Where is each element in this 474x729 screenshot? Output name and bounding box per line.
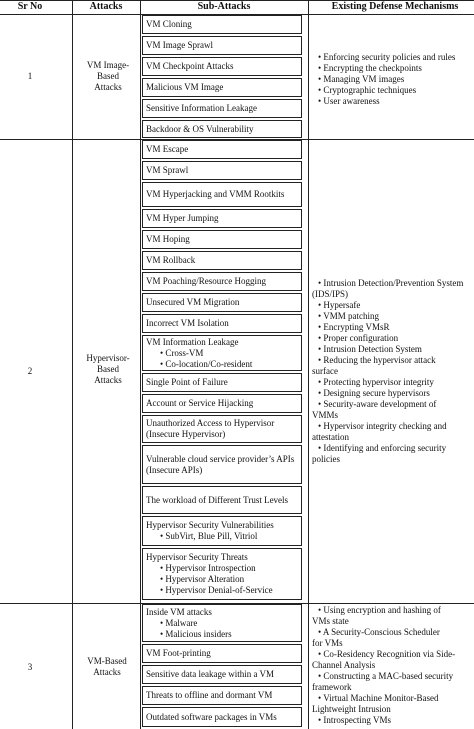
- sub-attack-label: VM Cloning: [146, 19, 192, 29]
- sub-attack-label: Sensitive Information Leakage: [146, 103, 257, 113]
- sub-attack-cell: [146, 182, 296, 207]
- sub-attack-bullet-text: Hypervisor Alteration: [165, 574, 245, 584]
- sub-attack-cell: [146, 707, 296, 727]
- group-2-attack: Hypervisor-Based Attacks: [86, 353, 130, 385]
- sub-attack-label: Unauthorized Access to Hypervisor (Insecure Hypervisor): [146, 418, 275, 439]
- sub-attack-bullet: • Hypervisor Introspection: [160, 563, 256, 573]
- defense-item-continued: Channel Analysis: [312, 660, 376, 670]
- sub-attack-bullet: • Hypervisor Alteration: [160, 574, 245, 584]
- sub-attack-label: Hypervisor Security Threats: [146, 552, 248, 562]
- defense-item: • Co-Residency Recognition via Side-: [318, 649, 456, 659]
- sub-attack-cell: [146, 686, 296, 705]
- defense-item: • Cryptographic techniques: [318, 85, 417, 95]
- defense-item: • Hypersafe: [318, 300, 361, 310]
- sub-attack-label: Inside VM attacks: [146, 606, 212, 617]
- sub-attack-label: Unsecured VM Migration: [146, 297, 240, 307]
- header-sr-no: Sr No: [17, 1, 43, 12]
- sub-attack-bullet: • Malicious insiders: [160, 628, 232, 639]
- sub-attack-label: VM Foot-printing: [146, 648, 211, 658]
- sub-attack-cell: [146, 251, 296, 270]
- sub-attack-label: VM Rollback: [146, 255, 196, 265]
- defense-item: • Intrusion Detection System: [318, 344, 422, 354]
- defense-item: • Hypervisor integrity checking and: [318, 421, 447, 431]
- header-sub-attacks: Sub-Attacks: [197, 1, 251, 12]
- defense-item-continued: (IDS/IPS): [312, 289, 349, 299]
- sub-attack-label: VM Hyper Jumping: [146, 213, 219, 223]
- defense-item: • Introspecting VMs: [318, 715, 391, 725]
- defense-item-continued: policies: [312, 454, 340, 464]
- sub-attack-cell: [146, 293, 296, 312]
- sub-attack-cell: [146, 644, 296, 663]
- sub-attack-cell: [146, 445, 296, 484]
- sub-attack-label: VM Sprawl: [146, 165, 189, 175]
- defense-item: • User awareness: [318, 96, 380, 106]
- sub-attack-cell: [146, 36, 296, 55]
- defense-item-continued: for VMs: [312, 638, 343, 648]
- sub-attack-bullet: • Co-location/Co-resident: [160, 358, 253, 369]
- sub-attack-cell: [146, 665, 296, 684]
- defense-item: • Identifying and enforcing security: [318, 443, 447, 453]
- sub-attack-label: Malicious VM Image: [146, 82, 224, 92]
- sub-attack-cell: [146, 230, 296, 249]
- defense-item: • Enforcing security policies and rules: [318, 52, 456, 62]
- sub-attack-cell: [146, 373, 296, 392]
- defense-item-continued: Lightweight Intrusion: [312, 704, 391, 714]
- group-1-sr: 1: [27, 71, 33, 81]
- sub-attack-cell: [146, 548, 296, 600]
- sub-attack-label: VM Information Leakage: [146, 336, 239, 347]
- sub-attack-label: VM Poaching/Resource Hogging: [146, 276, 266, 286]
- sub-attack-cell: [146, 78, 296, 97]
- group-3-defense-list: [312, 605, 474, 726]
- defense-item: • A Security-Conscious Scheduler: [318, 627, 440, 637]
- sub-attack-cell: [146, 394, 296, 413]
- sub-attack-label: VM Image Sprawl: [146, 40, 213, 50]
- defense-item: • Security-aware development of: [318, 399, 437, 409]
- sub-attack-label: Sensitive data leakage within a VM: [146, 669, 275, 679]
- sub-attack-bullet-text: Hypervisor Introspection: [165, 563, 256, 573]
- sub-attack-cell: [146, 415, 296, 443]
- sub-attack-label: VM Hyperjacking and VMM Rootkits: [146, 189, 285, 199]
- sub-attack-bullet: • Cross-VM: [160, 347, 204, 358]
- sub-attack-cell: [146, 140, 296, 159]
- sub-attack-cell: [146, 209, 296, 228]
- defense-item-continued: VMs state: [312, 616, 349, 626]
- sub-attack-cell: [146, 272, 296, 291]
- sub-attack-bullet: • Malware: [160, 617, 198, 628]
- sub-attack-label: Account or Service Hijacking: [146, 398, 254, 408]
- group-1-defense-list: [312, 52, 474, 107]
- col-divider-3: [308, 0, 309, 729]
- sub-attack-bullet: • Hypervisor Denial-of-Service: [160, 585, 273, 595]
- sub-attack-bullet-text: Cross-VM: [165, 347, 204, 358]
- sub-attack-cell: [146, 99, 296, 118]
- sub-attack-label: Vulnerable cloud service provider’s APIs (Insecure APIs): [146, 453, 295, 475]
- sub-attack-bullet-text: SubVirt, Blue Pill, Vitriol: [165, 531, 258, 541]
- sub-attack-cell: [146, 486, 296, 514]
- defense-item-continued: attestation: [312, 432, 349, 442]
- group-3-attack: VM-Based Attacks: [87, 656, 127, 677]
- sub-attack-cell: [146, 57, 296, 76]
- sub-attack-cell: [146, 314, 296, 333]
- sub-attack-cell: [146, 604, 296, 642]
- sub-attack-cell: [146, 516, 296, 546]
- header-defense-mechanisms: Existing Defense Mechanisms: [331, 1, 459, 12]
- sub-attack-label: VM Escape: [146, 144, 189, 154]
- sub-attack-bullet-text: Hypervisor Denial-of-Service: [165, 585, 273, 595]
- defense-item: • Proper configuration: [318, 333, 399, 343]
- sub-attack-label: Hypervisor Security Vulnerabilities: [146, 520, 274, 530]
- header-attacks: Attacks: [89, 1, 123, 12]
- group-2-sr: 2: [27, 366, 33, 376]
- sub-attack-cell: [146, 15, 296, 34]
- defense-item: • Encrypting the checkpoints: [318, 63, 422, 73]
- defense-item: • Intrusion Detection/Prevention System: [318, 278, 464, 288]
- group-3-sr: 3: [27, 662, 33, 672]
- sub-attack-cell: [146, 120, 296, 138]
- sub-attack-label: VM Checkpoint Attacks: [146, 61, 234, 71]
- sub-attack-label: VM Hoping: [146, 234, 190, 244]
- sub-attack-label: Incorrect VM Isolation: [146, 318, 229, 328]
- defense-item: • Designing secure hypervisors: [318, 388, 430, 398]
- sub-attack-bullet-text: Malware: [165, 617, 198, 628]
- sub-attack-bullet-text: Co-location/Co-resident: [165, 358, 253, 369]
- sub-attack-label: Single Point of Failure: [146, 377, 228, 387]
- col-divider-1: [72, 0, 73, 729]
- defense-item-continued: VMMs: [312, 410, 339, 420]
- group-1-attack: VM Image-Based Attacks: [86, 60, 130, 92]
- sub-attack-cell: [146, 161, 296, 180]
- sub-attack-label: Threats to offline and dormant VM: [146, 690, 273, 700]
- sub-attack-label: Backdoor & OS Vulnerability: [146, 123, 254, 134]
- defense-item: • Virtual Machine Monitor-Based: [318, 693, 439, 703]
- defense-item: • VMM patching: [318, 311, 379, 321]
- defense-item-continued: framework: [312, 682, 352, 692]
- defense-item: • Reducing the hypervisor attack: [318, 355, 436, 365]
- defense-item: • Managing VM images: [318, 74, 405, 84]
- group-2-defense-list: [312, 278, 474, 465]
- defense-item: • Protecting hypervisor integrity: [318, 377, 434, 387]
- sub-attack-label: Outdated software packages in VMs: [146, 711, 277, 722]
- col-divider-2: [140, 0, 141, 729]
- defense-item-continued: surface: [312, 366, 338, 376]
- sub-attack-label: The workload of Different Trust Levels: [146, 494, 289, 505]
- defense-item: • Encrypting VMsR: [318, 322, 390, 332]
- sub-attack-cell: [146, 335, 296, 371]
- sub-attack-bullet: • SubVirt, Blue Pill, Vitriol: [160, 531, 258, 541]
- defense-item: • Using encryption and hashing of: [318, 605, 441, 615]
- sub-attack-bullet-text: Malicious insiders: [165, 628, 232, 639]
- defense-item: • Constructing a MAC-based security: [318, 671, 454, 681]
